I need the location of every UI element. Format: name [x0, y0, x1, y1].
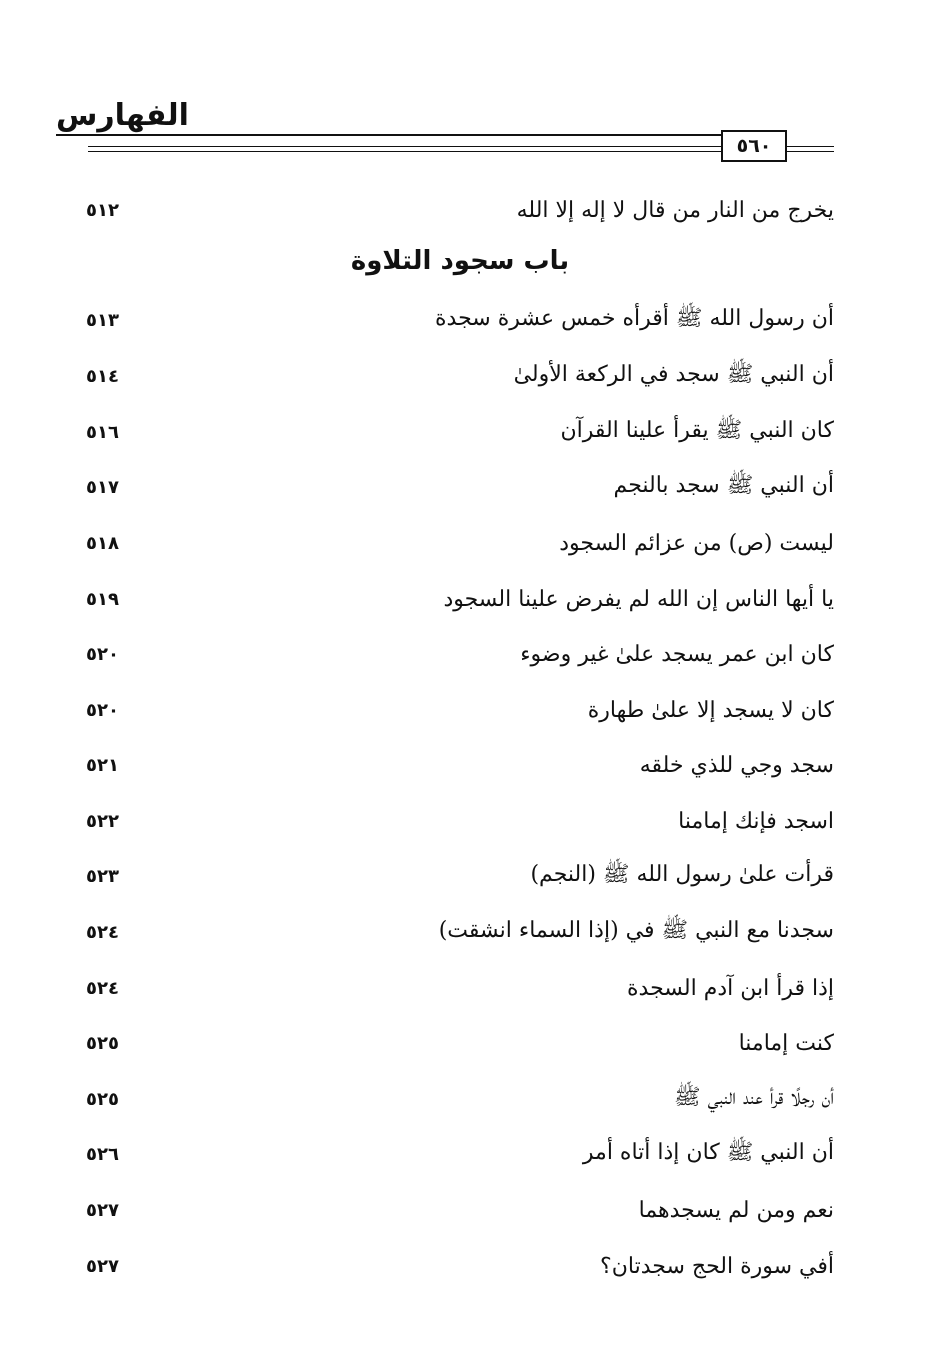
index-entry	[86, 634, 834, 674]
index-entry	[86, 968, 834, 1008]
index-entry	[86, 745, 834, 785]
entry-title: أفي سورة الحج سجدتان؟	[600, 1253, 834, 1279]
entry-page-number: ٥٢٧	[86, 1199, 119, 1221]
index-entry	[86, 690, 834, 730]
index-entry	[86, 300, 834, 340]
entry-title: إذا قرأ ابن آدم السجدة	[627, 975, 834, 1001]
index-entry	[86, 467, 834, 507]
index-entry	[86, 912, 834, 952]
entry-title: أن النبي ﷺ سجد بالنجم	[613, 473, 834, 498]
index-entry	[86, 856, 834, 896]
entry-page-number: ٥١٦	[86, 421, 119, 443]
entry-page-number: ٥١٧	[86, 476, 119, 498]
index-entry	[86, 801, 834, 841]
index-entry	[86, 1190, 834, 1230]
entry-title: أن رجلًا قرأ عند النبي ﷺ	[674, 1085, 834, 1110]
index-entry	[86, 412, 834, 452]
entry-page-number: ٥٢٢	[86, 810, 119, 832]
entry-page-number: ٥٢١	[86, 754, 119, 776]
entry-page-number: ٥٢٥	[86, 1032, 119, 1054]
entry-page-number: ٥١٩	[86, 588, 119, 610]
entry-page-number: ٥٢٦	[86, 1143, 119, 1165]
entry-page-number: ٥١٨	[86, 532, 119, 554]
index-entry	[86, 356, 834, 396]
entry-title: ليست (ص) من عزائم السجود	[559, 530, 834, 556]
index-entry	[86, 579, 834, 619]
entry-title: يخرج من النار من قال لا إله إلا الله	[516, 197, 834, 223]
page-number: ٥٦٠	[721, 130, 787, 162]
index-entry	[86, 1079, 834, 1119]
entry-title: نعم ومن لم يسجدهما	[638, 1197, 834, 1223]
entry-page-number: ٥٢٧	[86, 1255, 119, 1277]
entry-page-number: ٥١٤	[86, 365, 119, 387]
entry-title: قرأت علىٰ رسول الله ﷺ (النجم)	[530, 862, 834, 887]
entry-title: كان لا يسجد إلا علىٰ طهارة	[587, 697, 834, 723]
entry-title: كنت إمامنا	[738, 1030, 834, 1056]
entry-title: أن رسول الله ﷺ أقرأه خمس عشرة سجدة	[435, 306, 834, 331]
entry-title: سجدنا مع النبي ﷺ في (إذا السماء انشقت)	[438, 918, 834, 943]
header-title: الفهارس	[56, 98, 189, 133]
entry-title: اسجد فإنك إمامنا	[678, 808, 834, 834]
entry-title: كان النبي ﷺ يقرأ علينا القرآن	[560, 418, 834, 443]
index-entry	[86, 1246, 834, 1286]
entry-title: أن النبي ﷺ سجد في الركعة الأولىٰ	[513, 362, 834, 387]
entry-page-number: ٥٢٤	[86, 977, 119, 999]
entry-page-number: ٥٢٤	[86, 921, 119, 943]
entry-title: يا أيها الناس إن الله لم يفرض علينا السجود	[443, 586, 834, 612]
entry-page-number: ٥٢٠	[86, 699, 119, 721]
entry-page-number: ٥١٣	[86, 309, 119, 331]
section-heading: باب سجود التلاوة	[350, 246, 570, 276]
index-entry	[86, 1023, 834, 1063]
entry-page-number: ٥٢٠	[86, 643, 119, 665]
index-entry	[86, 523, 834, 563]
entry-title: أن النبي ﷺ كان إذا أتاه أمر	[582, 1140, 834, 1165]
entry-page-number: ٥١٢	[86, 199, 119, 221]
entry-title: سجد وجي للذي خلقه	[639, 752, 834, 778]
entry-page-number: ٥٢٥	[86, 1088, 119, 1110]
index-entry	[86, 190, 834, 230]
index-entry	[86, 1134, 834, 1174]
entry-title: كان ابن عمر يسجد علىٰ غير وضوء	[520, 641, 834, 667]
header-double-rule-right	[786, 146, 834, 152]
entry-page-number: ٥٢٣	[86, 865, 119, 887]
header-rule	[56, 134, 726, 136]
header-double-rule-left	[88, 146, 722, 152]
